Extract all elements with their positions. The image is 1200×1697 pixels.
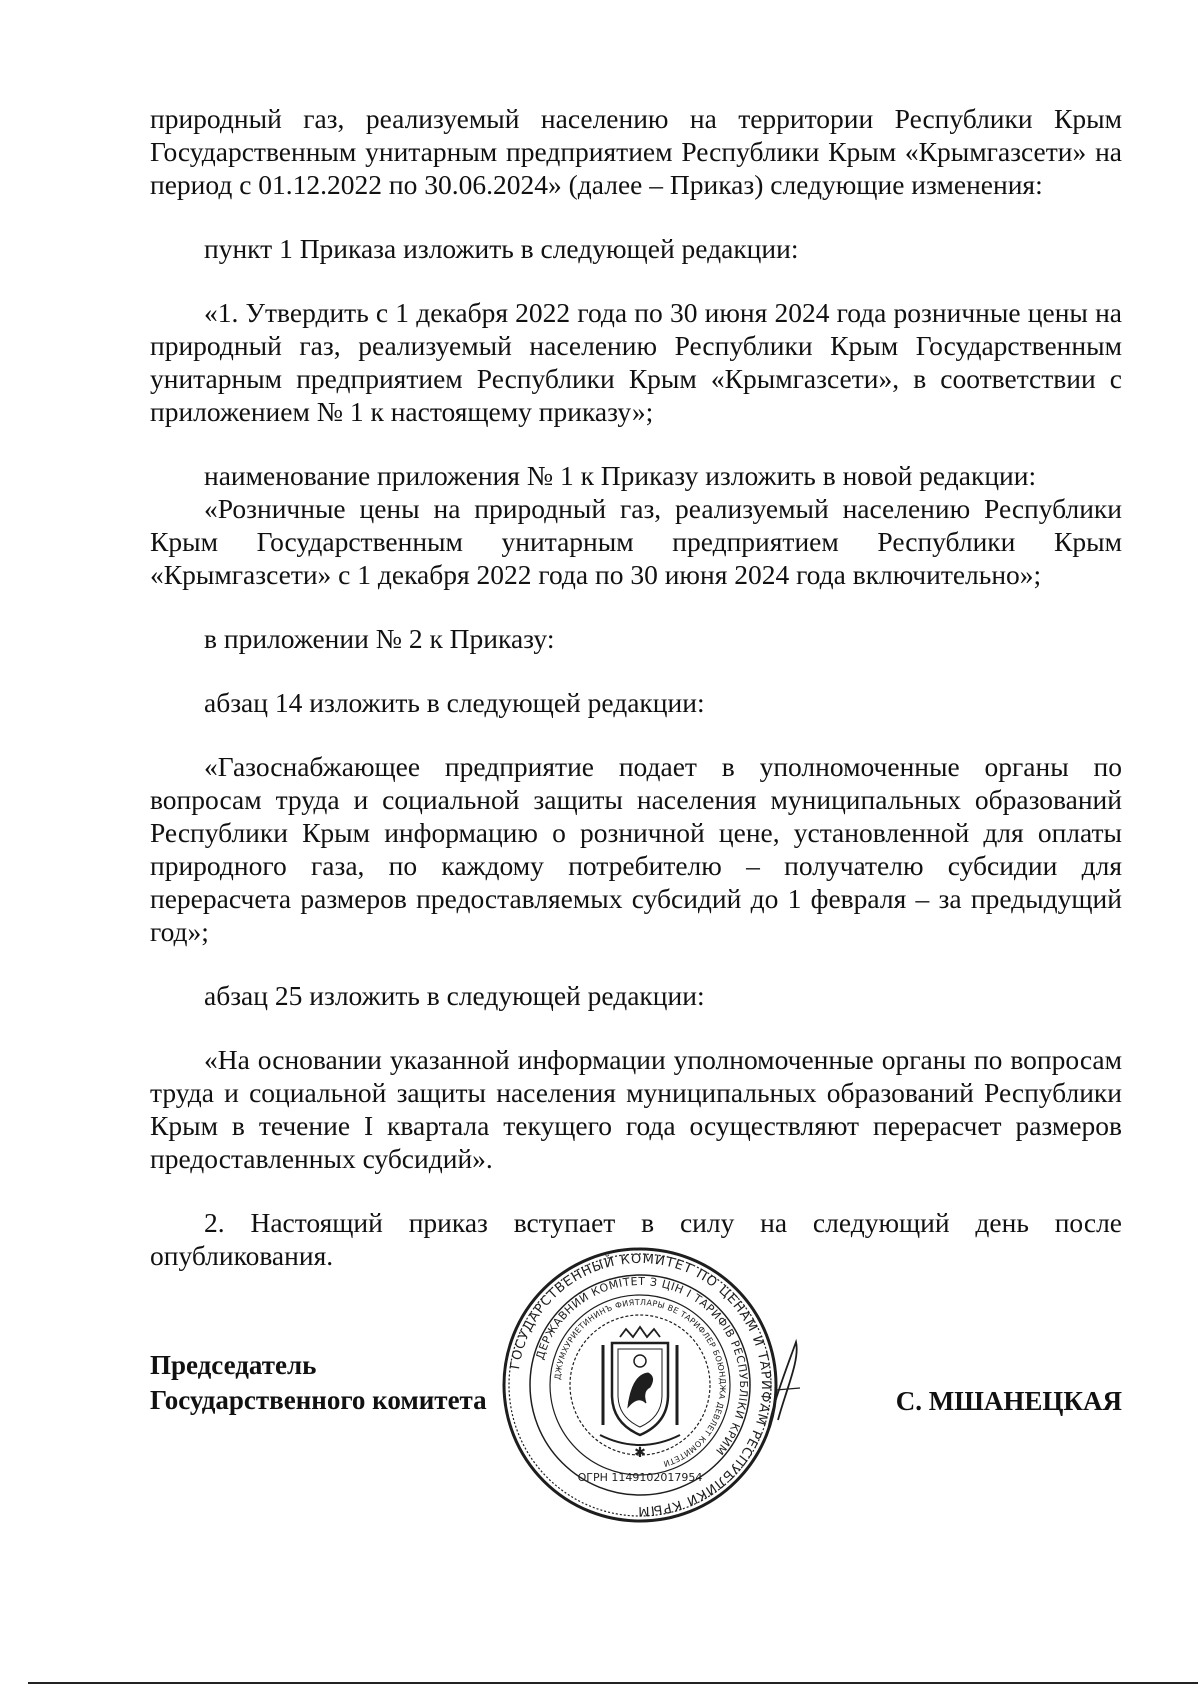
paragraph-appendix2: в приложении № 2 к Приказу:	[204, 623, 555, 654]
seal-outer-text: ГОСУДАРСТВЕННЫЙ КОМИТЕТ ПО ЦЕНАМ И ТАРИФАМ РЕСПУБЛИКИ КРЫМ	[508, 1251, 774, 1519]
seal-ogrn: ОГРН 1149102017954	[577, 1471, 703, 1484]
body-text	[150, 0, 1122, 1272]
official-seal-icon	[500, 1245, 780, 1525]
paragraph-item1-instruction: пункт 1 Приказа изложить в следующей редакции:	[204, 233, 799, 264]
paragraph-appendix1-title: «Розничные цены на природный газ, реализуемый населению Республики Крым Государственным унитарным предприятием Республики Крым «Крымгазсети» с 1 декабря 2022 года по 30 июня 2024 года включительно»;	[150, 493, 1122, 590]
paragraph-intro-continuation: природный газ, реализуемый населению на территории Республики Крым Государственным унитарным предприятием Республики Крым «Крымгазсети» на период с 01.12.2022 по 30.06.2024» (далее – Приказ) следующие изменения:	[150, 103, 1122, 200]
paragraph-appendix1-instruction: наименование приложения № 1 к Приказу изложить в новой редакции:	[204, 460, 1037, 491]
signature-title-line1: Председатель	[150, 1350, 317, 1380]
paragraph-abzac25-text: «На основании указанной информации уполномоченные органы по вопросам труда и социальной защиты населения муниципальных образований Республики Крым в течение I квартала текущего года осуществляют перерасчет размеров предоставленных субсидий».	[150, 1044, 1122, 1174]
signer-name: С. МШАНЕЦКАЯ	[895, 1386, 1122, 1416]
seal-star-icon: ✱	[634, 1445, 646, 1461]
paragraph-item1-text: «1. Утвердить с 1 декабря 2022 года по 30 июня 2024 года розничные цены на природный газ, реализуемый населению Республики Крым Государственным унитарным предприятием Республики Крым «Крымгазсети», в соответствии с приложением № 1 к настоящему приказу»;	[150, 297, 1122, 427]
seal-inner-text: ДЖУМХУРИЕТИНИНЪ ФИЯТЛАРЫ ВЕ ТАРИФЛЕР БОЮНДЖА ДЕВЛЕТ КОМИТЕТИ	[553, 1297, 728, 1469]
footer-divider	[28, 1682, 1198, 1684]
handwritten-signature-icon	[756, 1330, 816, 1440]
paragraph-abzac14-text: «Газоснабжающее предприятие подает в уполномоченные органы по вопросам труда и социальной защиты населения муниципальных образований Республики Крым информацию о розничной цене, установленной для оплаты природного газа, по каждому потребителю – получателю субсидии для перерасчета размеров предоставляемых субсидий до 1 февраля – за предыдущий год»;	[150, 751, 1122, 947]
signature-title	[150, 1348, 487, 1418]
seal-middle-text: ДЕРЖАВНИЙ КОМІТЕТ З ЦІН І ТАРИФІВ РЕСПУБЛІКИ КРИМ	[533, 1274, 751, 1458]
paragraph-abzac14-instruction: абзац 14 изложить в следующей редакции:	[204, 687, 705, 718]
paragraph-abzac25-instruction: абзац 25 изложить в следующей редакции:	[204, 980, 705, 1011]
signature-title-line2: Государственного комитета	[150, 1385, 487, 1415]
paragraph-effective-date: 2. Настоящий приказ вступает в силу на следующий день после опубликования.	[150, 1207, 1122, 1271]
coat-of-arms-icon	[600, 1327, 680, 1445]
